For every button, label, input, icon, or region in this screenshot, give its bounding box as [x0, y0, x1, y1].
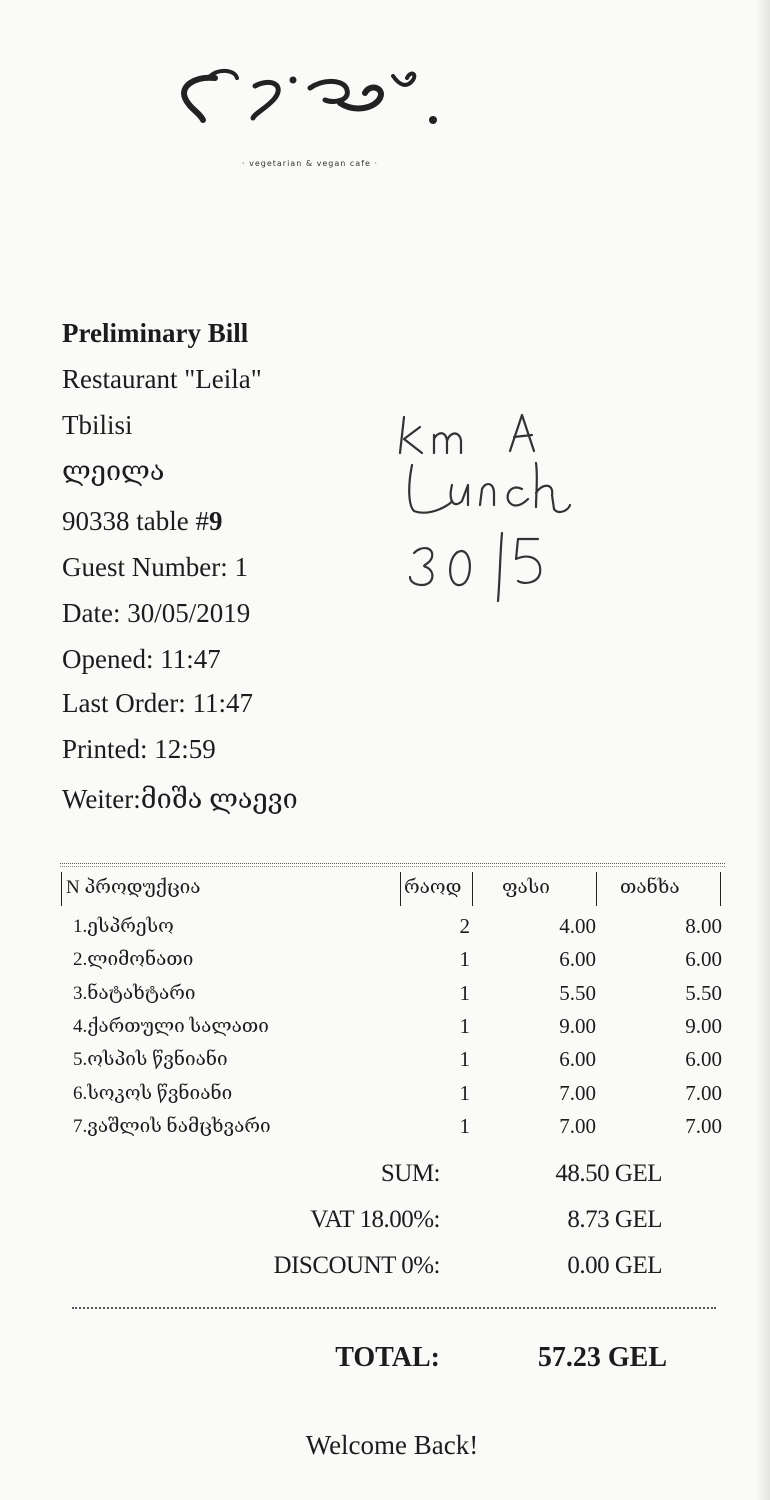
table-row [0, 1110, 770, 1143]
column-header-amount: თანხა [620, 877, 680, 898]
item-amount: 7.00 [685, 1081, 722, 1105]
item-price: 4.00 [559, 914, 596, 938]
item-quantity: 1 [459, 947, 470, 971]
column-separator [400, 872, 401, 906]
table-row [0, 1010, 770, 1043]
discount-label: DISCOUNT 0%: [273, 1252, 440, 1279]
table-top-border-inner [60, 866, 725, 867]
item-price: 9.00 [559, 1014, 596, 1038]
table-row [0, 977, 770, 1010]
column-separator [720, 872, 721, 906]
total-label: TOTAL: [335, 1342, 440, 1373]
item-amount: 6.00 [685, 1047, 722, 1071]
table-number: 9 [208, 506, 223, 536]
discount-value: 0.00 GEL [567, 1252, 662, 1279]
table-top-border [60, 863, 725, 864]
item-price: 6.00 [559, 947, 596, 971]
table-row [0, 910, 770, 943]
item-quantity: 1 [459, 981, 470, 1005]
item-quantity: 1 [459, 1114, 470, 1138]
column-separator [472, 872, 473, 906]
leila-logo [175, 58, 450, 138]
column-header-quantity: რაოდ [404, 877, 462, 898]
item-price: 7.00 [559, 1114, 596, 1138]
bill-title: Preliminary Bill [62, 318, 249, 348]
table-row [0, 943, 770, 976]
vat-value: 8.73 GEL [567, 1206, 662, 1233]
total-value: 57.23 GEL [537, 1342, 667, 1373]
column-header-product: N პროდუქცია [66, 877, 201, 898]
sum-label: SUM: [380, 1160, 440, 1187]
item-price: 5.50 [559, 981, 596, 1005]
item-name: 4.ქართული სალათი [73, 1016, 269, 1037]
welcome-back-message: Welcome Back! [305, 1430, 479, 1460]
item-name: 7.ვაშლის ნამცხვარი [73, 1116, 271, 1137]
total-divider [72, 1307, 716, 1309]
paper-edge-shadow [756, 0, 770, 1500]
restaurant-name-georgian: ლეილა [62, 456, 165, 486]
item-name: 5.ოსპის წვნიანი [73, 1049, 228, 1070]
tagline: · vegetarian & vegan cafe · [242, 159, 378, 168]
table-row [0, 1043, 770, 1076]
item-name: 2.ლიმონათი [73, 949, 194, 970]
item-amount: 8.00 [685, 914, 722, 938]
column-separator [61, 872, 62, 906]
item-amount: 9.00 [685, 1014, 722, 1038]
waiter-name: Weiter:მიშა ლაევი [62, 784, 298, 814]
item-name: 1.ესპრესო [73, 916, 174, 937]
printed-time: Printed: 12:59 [62, 734, 216, 764]
bill-date: Date: 30/05/2019 [62, 598, 251, 628]
item-quantity: 2 [459, 914, 470, 938]
order-and-table [62, 506, 222, 536]
item-quantity: 1 [459, 1081, 470, 1105]
item-quantity: 1 [459, 1047, 470, 1071]
guest-number: Guest Number: 1 [62, 552, 248, 582]
column-header-price: ფასი [502, 877, 550, 898]
column-separator [596, 872, 597, 906]
item-amount: 6.00 [685, 947, 722, 971]
opened-time: Opened: 11:47 [62, 644, 221, 674]
sum-value: 48.50 GEL [555, 1160, 662, 1187]
item-name: 3.ნატახტარი [73, 983, 196, 1004]
item-name: 6.სოკოს წვნიანი [73, 1083, 233, 1104]
item-quantity: 1 [459, 1014, 470, 1038]
item-amount: 7.00 [685, 1114, 722, 1138]
city: Tbilisi [62, 410, 133, 440]
handwritten-note [390, 405, 600, 615]
vat-label: VAT 18.00%: [310, 1206, 440, 1233]
restaurant-name: Restaurant "Leila" [62, 364, 262, 394]
order-number: 90338 table # [62, 506, 209, 536]
item-amount: 5.50 [685, 981, 722, 1005]
last-order-time: Last Order: 11:47 [62, 688, 253, 718]
item-price: 6.00 [559, 1047, 596, 1071]
table-row [0, 1077, 770, 1110]
item-price: 7.00 [559, 1081, 596, 1105]
